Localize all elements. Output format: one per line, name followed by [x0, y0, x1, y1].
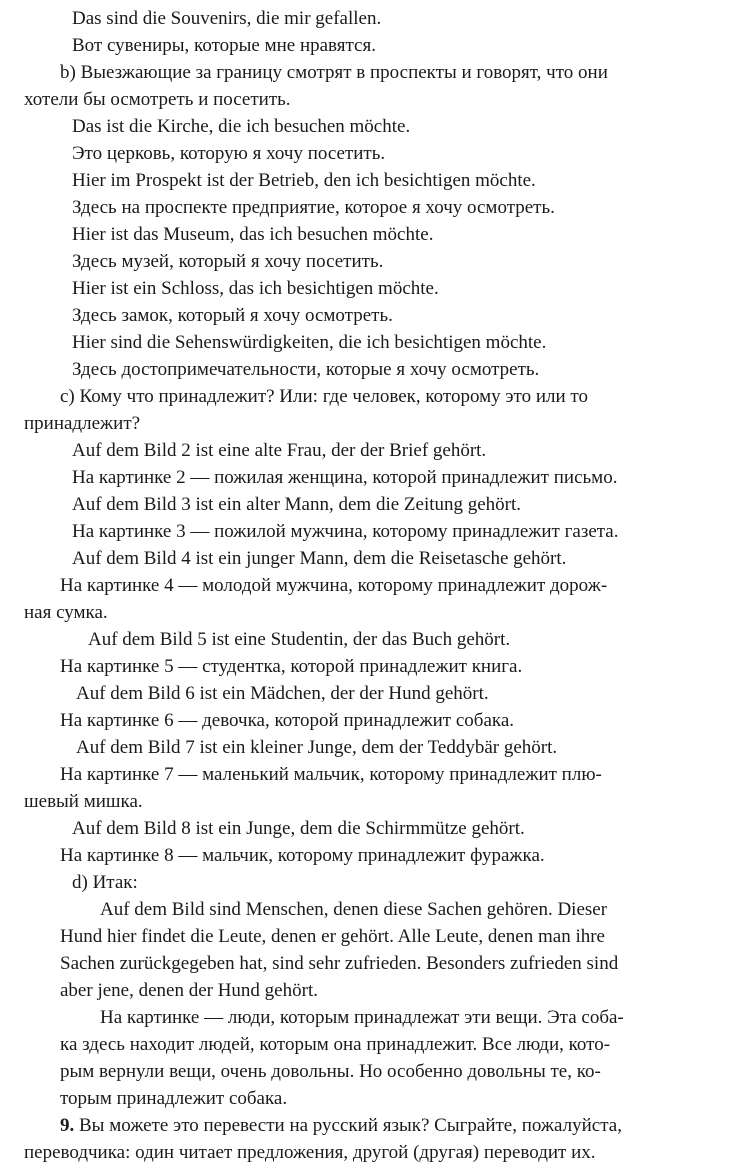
text-line: Hier ist das Museum, das ich besuchen möchte.	[72, 224, 434, 245]
text-line: На картинке 2 — пожилая женщина, которой принадлежит письмо.	[72, 467, 618, 488]
text-line: d) Итак:	[72, 872, 138, 893]
text-line: Auf dem Bild 3 ist ein alter Mann, dem die Zeitung gehört.	[72, 494, 522, 515]
text-line: хотели бы осмотреть и посетить.	[24, 89, 291, 110]
text-line: ка здесь находит людей, которым она принадлежит. Все люди, кото-	[60, 1034, 611, 1055]
text-line: Auf dem Bild 8 ist ein Junge, dem die Schirmmütze gehört.	[72, 818, 525, 839]
text-line: Das sind die Souvenirs, die mir gefallen.	[72, 8, 382, 29]
text-line: b) Выезжающие за границу смотрят в проспекты и говорят, что они	[60, 62, 608, 83]
text-line: Здесь замок, который я хочу осмотреть.	[72, 305, 393, 326]
text-line: Hier im Prospekt ist der Betrieb, den ich besichtigen möchte.	[72, 170, 536, 191]
text-line: aber jene, denen der Hund gehört.	[60, 980, 318, 1001]
text-line: принадлежит?	[24, 413, 141, 434]
text-line: На картинке — люди, которым принадлежат эти вещи. Эта соба-	[100, 1007, 624, 1028]
text-line: На картинке 5 — студентка, которой принадлежит книга.	[60, 656, 523, 677]
text-line: Здесь музей, который я хочу посетить.	[72, 251, 384, 272]
text-line: переводчика: один читает предложения, другой (другая) переводит их.	[24, 1142, 596, 1163]
text-line: Вот сувениры, которые мне нравятся.	[72, 35, 376, 56]
exercise-text: Вы можете это перевести на русский язык? Сыграйте, пожалуйста,	[79, 1115, 622, 1136]
text-line: На картинке 3 — пожилой мужчина, которому принадлежит газета.	[72, 521, 619, 542]
text-line: Auf dem Bild 4 ist ein junger Mann, dem die Reisetasche gehört.	[72, 548, 567, 569]
text-line: Hund hier findet die Leute, denen er gehört. Alle Leute, denen man ihre	[60, 926, 605, 947]
text-line: На картинке 7 — маленький мальчик, которому принадлежит плю-	[60, 764, 602, 785]
text-line: шевый мишка.	[24, 791, 143, 812]
text-line: Das ist die Kirche, die ich besuchen möchte.	[72, 116, 411, 137]
text-line: Auf dem Bild 7 ist ein kleiner Junge, dem der Teddybär gehört.	[76, 737, 558, 758]
text-line: ная сумка.	[24, 602, 108, 623]
exercise-number: 9.	[60, 1115, 75, 1136]
text-line: Auf dem Bild 2 ist eine alte Frau, der der Brief gehört.	[72, 440, 487, 461]
text-line: рым вернули вещи, очень довольны. Но особенно довольны те, ко-	[60, 1061, 601, 1082]
exercise-line	[60, 1113, 730, 1139]
text-line: Auf dem Bild sind Menschen, denen diese Sachen gehören. Dieser	[100, 899, 608, 920]
text-line: Здесь на проспекте предприятие, которое я хочу осмотреть.	[72, 197, 555, 218]
text-line: На картинке 4 — молодой мужчина, которому принадлежит дорож-	[60, 575, 608, 596]
text-line: На картинке 8 — мальчик, которому принадлежит фуражка.	[60, 845, 545, 866]
text-line: Sachen zurückgegeben hat, sind sehr zufrieden. Besonders zufrieden sind	[60, 953, 619, 974]
text-line: Здесь достопримечательности, которые я хочу осмотреть.	[72, 359, 540, 380]
text-line: Hier sind die Sehenswürdigkeiten, die ich besichtigen möchte.	[72, 332, 547, 353]
text-line: торым принадлежит собака.	[60, 1088, 288, 1109]
text-line: На картинке 6 — девочка, которой принадлежит собака.	[60, 710, 515, 731]
text-line: Hier ist ein Schloss, das ich besichtigen möchte.	[72, 278, 439, 299]
text-line: Auf dem Bild 6 ist ein Mädchen, der der Hund gehört.	[76, 683, 489, 704]
text-line: Это церковь, которую я хочу посетить.	[72, 143, 386, 164]
text-line: c) Кому что принадлежит? Или: где человек, которому это или то	[60, 386, 588, 407]
text-line: Auf dem Bild 5 ist eine Studentin, der das Buch gehört.	[88, 629, 511, 650]
